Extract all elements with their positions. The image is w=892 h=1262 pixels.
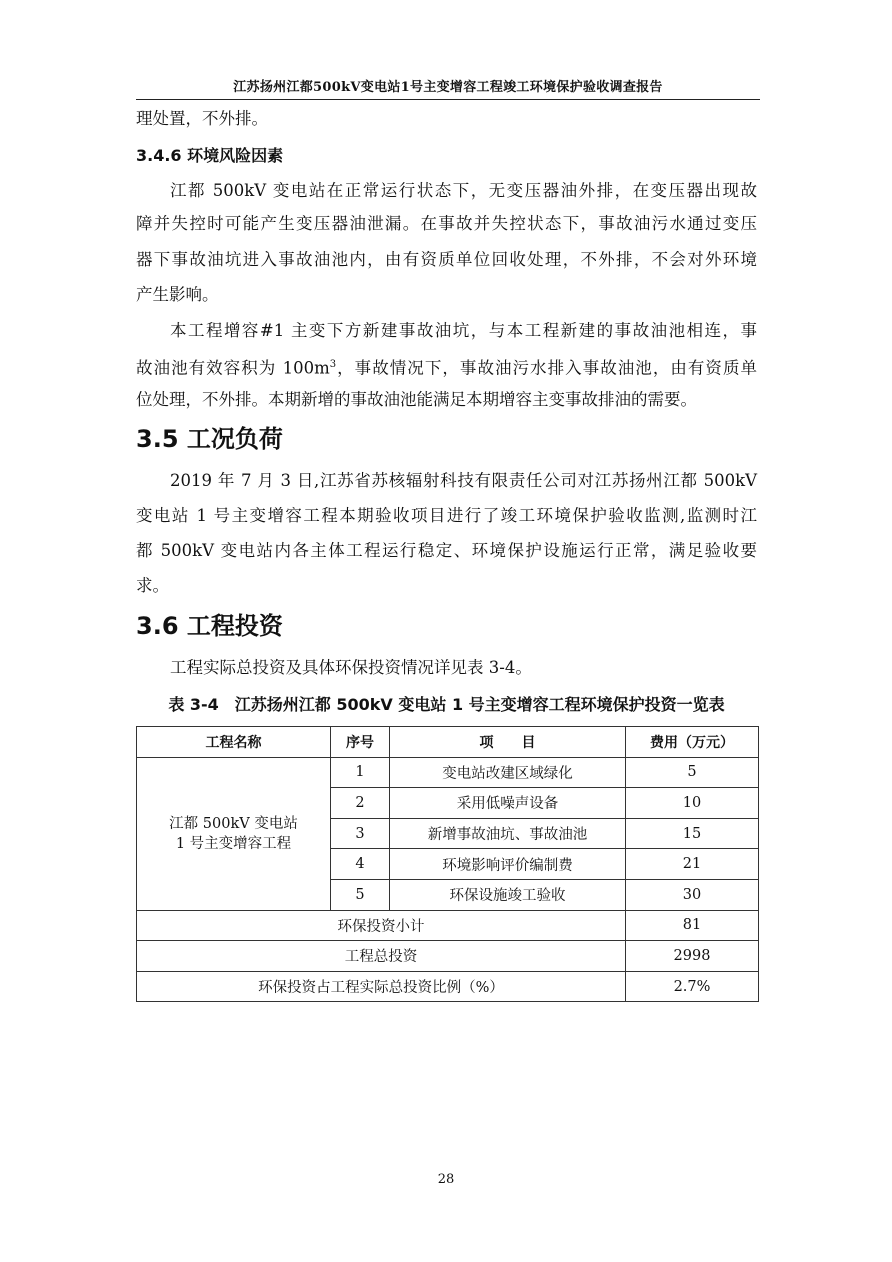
table-caption: 表 3-4 江苏扬州江都 500kV 变电站 1 号主变增容工程环境保护投资一览表 [168, 695, 725, 714]
seq-cell: 1 [331, 757, 390, 788]
paragraph-line: 江都 500kV 变电站在正常运行状态下，无变压器油外排，在变压器出现故 [170, 181, 757, 200]
project-name-line: 江都 500kV 变电站 [169, 815, 298, 832]
text-rest: ，事故情况下，事故油污水排入事故油池，由有资质单 [336, 358, 758, 378]
total-value: 2998 [626, 941, 759, 972]
item-cell: 环境影响评价编制费 [390, 849, 626, 880]
paragraph-line: 位处理，不外排。本期新增的事故油池能满足本期增容主变事故排油的需要。 [136, 390, 697, 409]
item-cell: 新增事故油坑、事故油池 [390, 818, 626, 849]
investment-table [136, 726, 759, 1002]
item-cell: 变电站改建区域绿化 [390, 757, 626, 788]
section-heading-3-4-6: 3.4.6 环境风险因素 [136, 146, 284, 165]
superscript: 3 [329, 359, 337, 370]
ratio-label: 环保投资占工程实际总投资比例（%） [137, 971, 626, 1002]
cost-cell: 5 [626, 757, 759, 788]
page-number: 28 [437, 1172, 455, 1187]
seq-cell: 5 [331, 879, 390, 910]
table-header-row [137, 727, 759, 758]
header-divider [136, 99, 760, 100]
header-project-name: 工程名称 [137, 727, 331, 758]
running-header: 江苏扬州江都500kV变电站1号主变增容工程竣工环境保护验收调查报告 [233, 80, 663, 95]
paragraph-line: 本工程增容#1 主变下方新建事故油坑，与本工程新建的事故油池相连，事 [170, 321, 757, 340]
seq-cell: 2 [331, 788, 390, 819]
subtotal-row [137, 910, 759, 941]
header-item: 项 目 [390, 727, 626, 758]
paragraph-line: 求。 [136, 576, 169, 595]
paragraph-continuation: 理处置，不外排。 [136, 109, 268, 128]
paragraph-line: 都 500kV 变电站内各主体工程运行稳定、环境保护设施运行正常，满足验收要 [136, 541, 757, 560]
section-heading-3-6: 3.6 工程投资 [136, 612, 283, 640]
cost-cell: 21 [626, 849, 759, 880]
text-volume: 故油池有效容积为 100m [136, 358, 330, 378]
header-cost: 费用（万元） [626, 727, 759, 758]
subtotal-label: 环保投资小计 [137, 910, 626, 941]
total-row [137, 941, 759, 972]
paragraph-line: 2019 年 7 月 3 日,江苏省苏核辐射科技有限责任公司对江苏扬州江都 500kV [170, 471, 757, 490]
paragraph-line: 器下事故油坑进入事故油池内，由有资质单位回收处理，不外排，不会对外环境 [136, 250, 757, 269]
ratio-row [137, 971, 759, 1002]
project-name-line: 1 号主变增容工程 [175, 835, 292, 852]
project-name-cell [137, 757, 331, 910]
paragraph-line: 障并失控时可能产生变压器油泄漏。在事故并失控状态下，事故油污水通过变压 [136, 214, 757, 233]
paragraph-line: 产生影响。 [136, 285, 219, 304]
table-row [137, 757, 759, 788]
paragraph-line [136, 354, 757, 380]
header-seq: 序号 [331, 727, 390, 758]
cost-cell: 30 [626, 879, 759, 910]
seq-cell: 3 [331, 818, 390, 849]
item-cell: 采用低噪声设备 [390, 788, 626, 819]
cost-cell: 10 [626, 788, 759, 819]
paragraph-line: 变电站 1 号主变增容工程本期验收项目进行了竣工环境保护验收监测,监测时江 [136, 506, 757, 525]
ratio-value: 2.7% [626, 971, 759, 1002]
cost-cell: 15 [626, 818, 759, 849]
paragraph-line: 工程实际总投资及具体环保投资情况详见表 3-4。 [170, 658, 532, 677]
subtotal-value: 81 [626, 910, 759, 941]
section-heading-3-5: 3.5 工况负荷 [136, 425, 283, 453]
total-label: 工程总投资 [137, 941, 626, 972]
item-cell: 环保设施竣工验收 [390, 879, 626, 910]
seq-cell: 4 [331, 849, 390, 880]
